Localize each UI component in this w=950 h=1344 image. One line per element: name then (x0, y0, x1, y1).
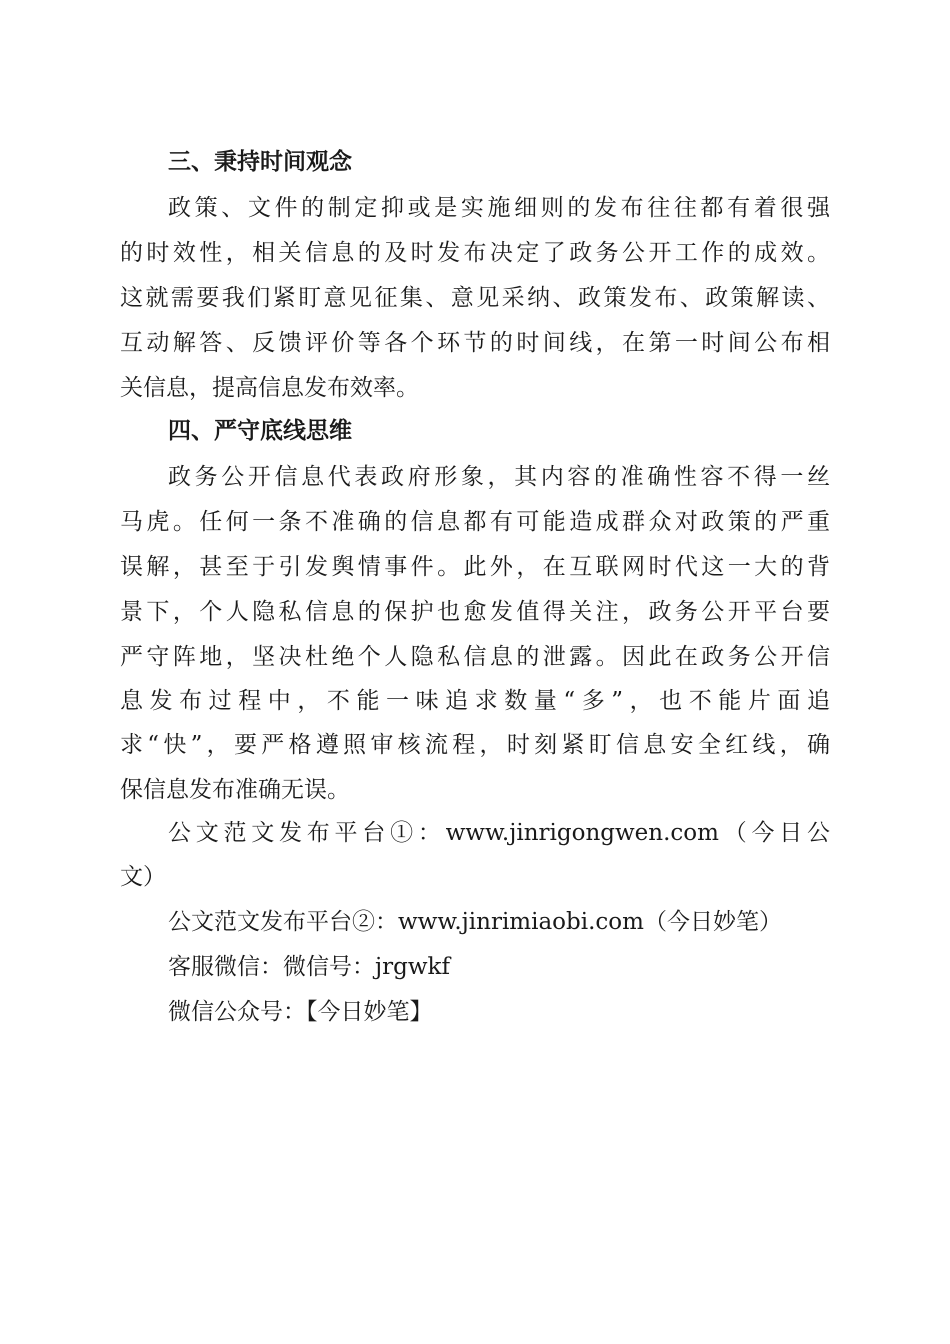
paragraph-line: 互动解答、反馈评价等各个环节的时间线，在第一时间公布相 (120, 330, 830, 356)
paragraph-line: 马虎。任何一条不准确的信息都有可能造成群众对政策的严重 (120, 509, 830, 535)
paragraph-line: 的时效性，相关信息的及时发布决定了政务公开工作的成效。 (120, 240, 830, 266)
paragraph-line: 政务公开信息代表政府形象，其内容的准确性容不得一丝 (168, 464, 830, 490)
paragraph-line: 这就需要我们紧盯意见征集、意见采纳、政策发布、政策解读、 (120, 285, 830, 311)
platform-two-link: 公文范文发布平台②：www.jinrimiaobi.com（今日妙笔） (168, 909, 782, 935)
customer-service-wechat: 客服微信：微信号：jrgwkf (168, 954, 450, 980)
platform-one-link: 公文范文发布平台①：www.jinrigongwen.com（今日公 (168, 820, 830, 846)
paragraph-line: 景下，个人隐私信息的保护也愈发值得关注，政务公开平台要 (120, 599, 830, 625)
paragraph-line: 严守阵地，坚决杜绝个人隐私信息的泄露。因此在政务公开信 (120, 644, 830, 670)
wechat-public-account: 微信公众号：【今日妙笔】 (168, 999, 433, 1025)
section-heading-time: 三、秉持时间观念 (168, 149, 352, 175)
paragraph-line: 关信息，提高信息发布效率。 (120, 375, 419, 401)
platform-one-link-continued: 文） (120, 864, 166, 890)
paragraph-line: 息发布过程中，不能一味追求数量“多”，也不能片面追 (120, 688, 830, 714)
paragraph-line: 误解，甚至于引发舆情事件。此外，在互联网时代这一大的背 (120, 554, 830, 580)
paragraph-line: 求“快”，要严格遵照审核流程，时刻紧盯信息安全红线，确 (120, 732, 830, 758)
paragraph-line: 政策、文件的制定抑或是实施细则的发布往往都有着很强 (168, 195, 830, 221)
paragraph-line: 保信息发布准确无误。 (120, 777, 350, 803)
section-heading-bottomline: 四、严守底线思维 (168, 418, 352, 444)
